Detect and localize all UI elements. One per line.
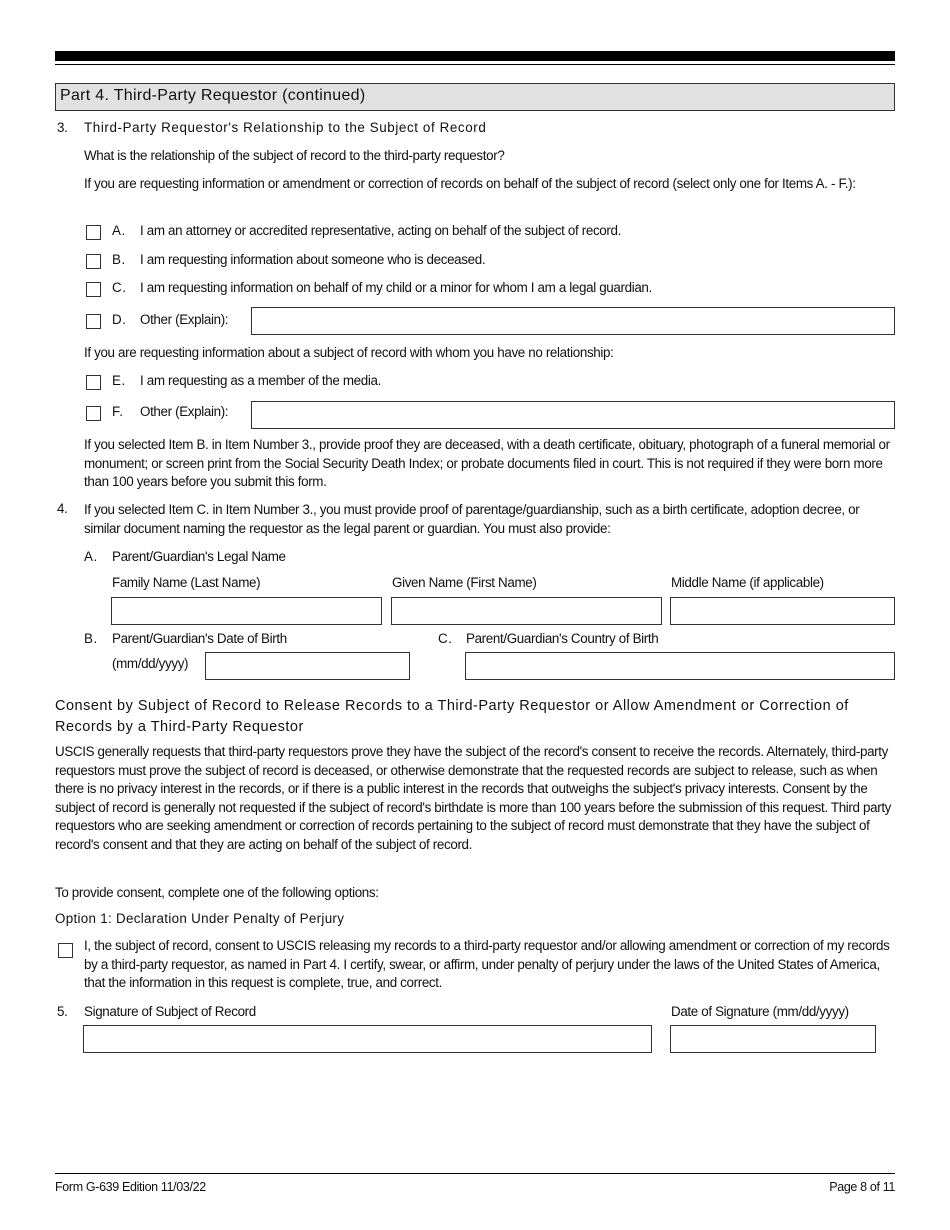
given-name-input[interactable] <box>391 597 662 625</box>
other-explain-f-input[interactable] <box>251 401 895 429</box>
option-d-label: Other (Explain): <box>140 312 229 327</box>
item4-number: 4. <box>57 501 68 516</box>
item3-number: 3. <box>57 120 68 135</box>
given-name-label: Given Name (First Name) <box>392 575 537 590</box>
consent-body: USCIS generally requests that third-party requestors prove they have the subject of the record's consent to receive the records. Alternately, third-party requestors must prove the subject of record is deceased, or otherwise demonstrate that the requested records are subject to release, such as when there is no privacy interest in the records, or if there is a public interest in the records that outweighs the subject's privacy interests. Consent by the subject of record is generally not requested if the subject of record's birthdate is more than 100 years before the submission of this request. Third party requestors who are seeking amendment or correction of records pertaining to the subject of record must demonstrate that they have the subject of record's consent and that they are acting on behalf of the subject of record. <box>55 744 892 852</box>
checkbox-f[interactable] <box>86 406 101 421</box>
item4-a-letter: A. <box>84 549 98 564</box>
signature-label: Signature of Subject of Record <box>84 1004 256 1019</box>
item4-a-label: Parent/Guardian's Legal Name <box>112 549 286 564</box>
item4-text: If you selected Item C. in Item Number 3., you must provide proof of parentage/guardianship, such as a birth certificate, adoption decree, or similar document naming the requestor as the legal parent or guardian. You must also provide: <box>84 502 860 536</box>
option-a-letter: A. <box>112 223 126 238</box>
middle-name-input[interactable] <box>670 597 895 625</box>
consent-checkbox[interactable] <box>58 943 73 958</box>
signature-date-input[interactable] <box>670 1025 876 1053</box>
footer-rule <box>55 1173 895 1174</box>
item3-instruction: If you are requesting information or amendment or correction of records on behalf of the subject of record (select only one for Items A. - F.): <box>84 176 856 191</box>
other-explain-d-input[interactable] <box>251 307 895 335</box>
middle-name-label: Middle Name (if applicable) <box>671 575 824 590</box>
footer-page-number: Page 8 of 11 <box>829 1180 895 1194</box>
item4-b-letter: B. <box>84 631 98 646</box>
checkbox-d[interactable] <box>86 314 101 329</box>
part-header: Part 4. Third-Party Requestor (continued) <box>55 83 895 111</box>
checkbox-a[interactable] <box>86 225 101 240</box>
guardian-country-input[interactable] <box>465 652 895 680</box>
option-c-letter: C. <box>112 280 127 295</box>
option-b-label: I am requesting information about someone who is deceased. <box>140 252 486 267</box>
no-relationship-text: If you are requesting information about a subject of record with whom you have no relationship: <box>84 345 614 360</box>
option1-heading: Option 1: Declaration Under Penalty of Perjury <box>55 911 345 926</box>
option-b-letter: B. <box>112 252 126 267</box>
option-f-label: Other (Explain): <box>140 404 229 419</box>
item4-b-label: Parent/Guardian's Date of Birth <box>112 631 287 646</box>
item5-number: 5. <box>57 1004 68 1019</box>
item3-question: What is the relationship of the subject of record to the third-party requestor? <box>84 148 505 163</box>
declaration-text: I, the subject of record, consent to USCIS releasing my records to a third-party requestor and/or allowing amendment or correction of my records by a third-party requestor, as named in Part 4. I certify, swear, or affirm, under penalty of perjury under the laws of the United States of America, that the information in this request is complete, true, and correct. <box>84 938 890 990</box>
option-a-label: I am an attorney or accredited representative, acting on behalf of the subject of record. <box>140 223 621 238</box>
guardian-dob-input[interactable] <box>205 652 410 680</box>
option-d-letter: D. <box>112 312 127 327</box>
item3-title: Third-Party Requestor's Relationship to the Subject of Record <box>84 120 487 135</box>
footer-form-edition: Form G-639 Edition 11/03/22 <box>55 1180 206 1194</box>
top-bar <box>55 51 895 61</box>
family-name-label: Family Name (Last Name) <box>112 575 261 590</box>
option-e-label: I am requesting as a member of the media. <box>140 373 381 388</box>
item4-c-label: Parent/Guardian's Country of Birth <box>466 631 659 646</box>
item4-c-letter: C. <box>438 631 453 646</box>
date-format-label: (mm/dd/yyyy) <box>112 656 189 671</box>
provide-consent-text: To provide consent, complete one of the following options: <box>55 885 379 900</box>
checkbox-c[interactable] <box>86 282 101 297</box>
option-c-label: I am requesting information on behalf of my child or a minor for whom I am a legal guardian. <box>140 280 652 295</box>
signature-date-label: Date of Signature (mm/dd/yyyy) <box>671 1004 849 1019</box>
option-f-letter: F. <box>112 404 124 419</box>
option-e-letter: E. <box>112 373 126 388</box>
proof-note: If you selected Item B. in Item Number 3., provide proof they are deceased, with a death certificate, obituary, photograph of a funeral memorial or monument; or screen print from the Social Security Death Index; or probate documents filed in court. This is not required if they were born more than 100 years before you submit this form. <box>84 437 890 489</box>
signature-input[interactable] <box>83 1025 652 1053</box>
checkbox-b[interactable] <box>86 254 101 269</box>
checkbox-e[interactable] <box>86 375 101 390</box>
family-name-input[interactable] <box>111 597 382 625</box>
consent-heading: Consent by Subject of Record to Release Records to a Third-Party Requestor or Allow Amendment or Correction of Records by a Third-Party Requestor <box>55 698 849 735</box>
top-rule <box>55 64 895 65</box>
